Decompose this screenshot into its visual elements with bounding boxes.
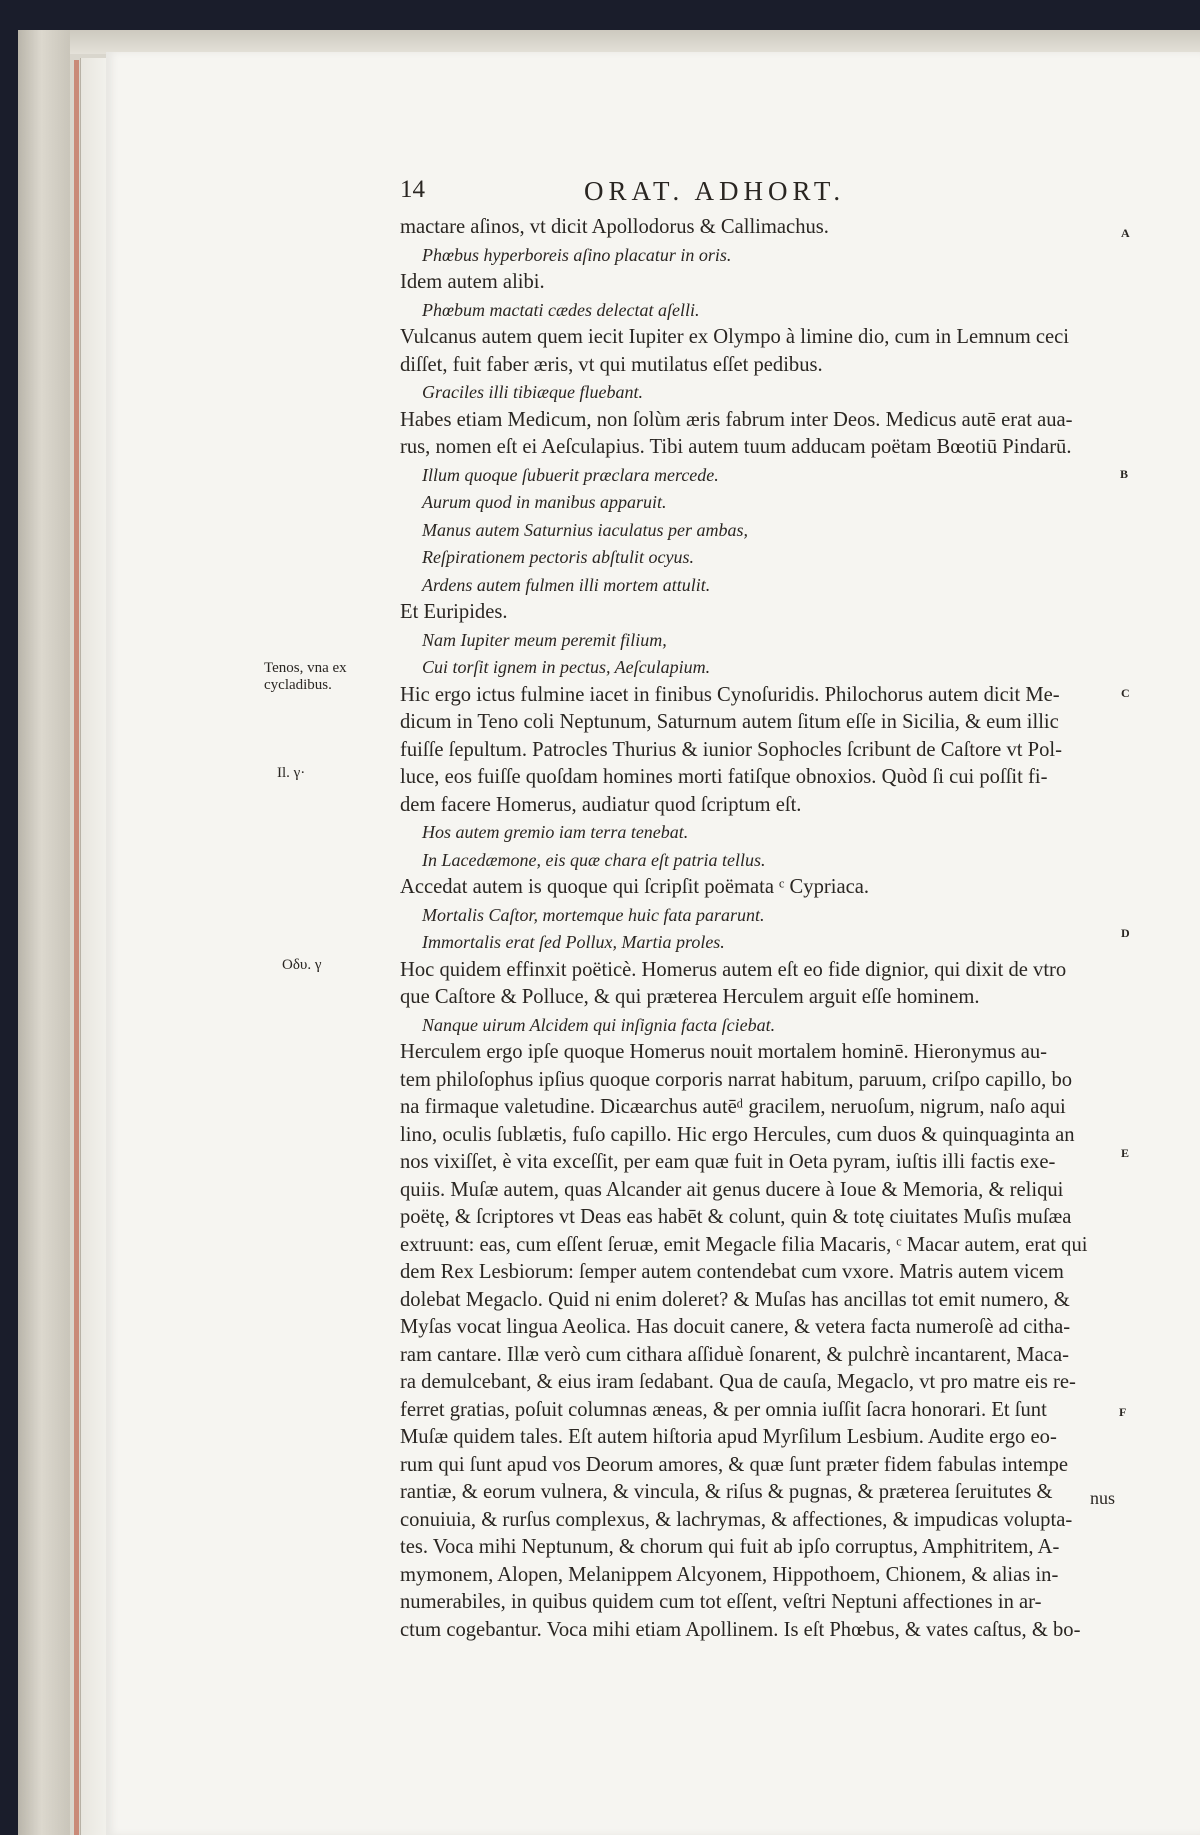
text-line: luce, eos fuiſſe quoſdam homines morti fatiſque obnoxios. Quòd ſi cui poſſit fi- xyxy=(400,766,1048,788)
text-line: Hic ergo ictus fulmine iacet in finibus Cynoſuridis. Philochorus autem dicit Me- xyxy=(400,683,1060,706)
text-line: ra demulcebant, & eius iram ſedabant. Qua de cauſa, Megaclo, vt pro matre eis re- xyxy=(400,1371,1076,1393)
text-line: ram cantare. Illæ verò cum cithara aſſiduè ſonarent, & pulchrè incantarent, Maca- xyxy=(400,1343,1069,1366)
text-line: dem Rex Lesbiorum: ſemper autem contendebat cum vxore. Matris autem vicem xyxy=(400,1261,1064,1283)
verse-line: Hos autem gremio iam terra tenebat. xyxy=(422,822,689,842)
page-header xyxy=(400,176,1100,210)
body-text xyxy=(400,214,1122,1644)
catchword: nus xyxy=(1090,1488,1116,1508)
page-gutter xyxy=(80,58,109,1835)
text-line: conuiuia, & rurſus complexus, & lachrymas, & affectiones, & impudicas volupta- xyxy=(400,1508,1073,1531)
side-letter-d: D xyxy=(1121,926,1130,940)
text-line: mactare aſinos, vt dicit Apollodorus & Callimachus. xyxy=(400,216,829,238)
text-line: que Caſtore & Polluce, & qui præterea Herculem arguit eſſe hominem. xyxy=(400,986,980,1008)
text-line: dicum in Teno coli Neptunum, Saturnum autem ſitum eſſe in Sicilia, & eum illic xyxy=(400,711,1059,733)
text-line: diſſet, fuit faber æris, vt qui mutilatus eſſet pedibus. xyxy=(400,353,823,376)
verse-line: Illum quoque ſubuerit præclara mercede. xyxy=(422,464,719,485)
verse-line: Reſpirationem pectoris abſtulit ocyus. xyxy=(422,547,694,567)
text-line: Hoc quidem effinxit poëticè. Homerus autem eſt eo fide dignior, qui dixit de vtro xyxy=(400,958,1067,981)
verse-line: Aurum quod in manibus apparuit. xyxy=(422,492,667,512)
text-line: rantiæ, & eorum vulnera, & vincula, & riſus & pugnas, & præterea ſeruitutes & xyxy=(400,1481,1053,1503)
text-line: dolebat Megaclo. Quid ni enim doleret? & Muſas has ancillas tot emit numero, & xyxy=(400,1288,1070,1311)
text-line: Et Euripides. xyxy=(400,601,508,623)
text-line: Idem autem alibi. xyxy=(400,271,545,293)
margin-note-tenos: Tenos, vna ex cycladibus. xyxy=(264,660,347,693)
verse-line: Graciles illi tibiæque fluebant. xyxy=(422,382,643,402)
cover-top-edge xyxy=(70,30,1200,54)
text-line: Herculem ergo ipſe quoque Homerus nouit mortalem hominē. Hieronymus au- xyxy=(400,1041,1048,1063)
verse-line: Ardens autem fulmen illi mortem attulit. xyxy=(422,574,711,595)
text-line: Muſæ quidem tales. Eſt autem hiſtoria apud Myrſilum Lesbium. Audite ergo eo- xyxy=(400,1426,1057,1448)
text-line: Accedat autem is quoque qui ſcripſit poëmata ᶜ Cypriaca. xyxy=(400,876,870,898)
text-line: numerabiles, in quibus quidem cum tot eſſent, veſtri Neptuni affectiones in ar- xyxy=(400,1591,1042,1613)
book-spine xyxy=(18,30,70,1835)
verse-line: Cui torſit ignem in pectus, Aeſculapium. xyxy=(422,657,711,677)
text-line: dem facere Homerus, audiatur quod ſcriptum eſt. xyxy=(400,793,802,816)
text-line: Myſas vocat lingua Aeolica. Has docuit canere, & vetera facta numeroſè ad citha- xyxy=(400,1316,1071,1338)
verse-line: Phœbum mactati cædes delectat aſelli. xyxy=(422,299,700,320)
page-number: 14 xyxy=(400,176,425,203)
text-line: ctum cogebantur. Voca mihi etiam Apollinem. Is eſt Phœbus, & vates caſtus, & bo- xyxy=(400,1618,1081,1641)
verse-line: In Lacedæmone, eis quæ chara eſt patria tellus. xyxy=(422,849,766,870)
text-line: mymonem, Alopen, Melanippem Alcyonem, Hippothoem, Chionem, & alias in- xyxy=(400,1563,1059,1586)
side-letter-a: A xyxy=(1121,226,1130,240)
verse-line: Nam Iupiter meum peremit filium, xyxy=(422,629,667,650)
verse-line: Manus autem Saturnius iaculatus per ambas, xyxy=(422,519,748,540)
verse-line: Mortalis Caſtor, mortemque huic fata pararunt. xyxy=(422,904,765,925)
text-line: poëtę, & ſcriptores vt Deas eas habēt & colunt, quin & totę ciuitates Muſis muſæa xyxy=(400,1206,1072,1228)
side-letter-e: E xyxy=(1121,1146,1130,1160)
text-line: rum qui ſunt apud vos Deorum amores, & quæ ſunt præter fidem fabulas intempe xyxy=(400,1453,1069,1476)
text-line: nos vixiſſet, è vita exceſſit, per eam quæ fuit in Oeta pyram, iuſtis illi factis exe- xyxy=(400,1151,1056,1173)
text-line: lino, oculis ſublætis, fuſo capillo. Hic ergo Hercules, cum duos & quinquaginta an xyxy=(400,1123,1075,1146)
verse-line: Phœbus hyperboreis aſino placatur in oris. xyxy=(422,244,732,265)
text-line: rus, nomen eſt ei Aeſculapius. Tibi autem tuum adducam poëtam Bœotiū Pindarū. xyxy=(400,436,1072,458)
verse-line: Immortalis erat ſed Pollux, Martia proles. xyxy=(422,932,725,952)
side-letter-f: F xyxy=(1119,1405,1127,1419)
margin-note-iliad: Il. γ· xyxy=(277,765,306,781)
text-line: tem philoſophus ipſius quoque corporis narrat habitum, paruum, criſpo capillo, bo xyxy=(400,1068,1073,1091)
text-line: Vulcanus autem quem iecit Iupiter ex Olympo à limine dio, cum in Lemnum ceci xyxy=(400,326,1070,348)
running-head: ORAT. ADHORT. xyxy=(584,176,846,206)
red-page-edge xyxy=(74,60,79,1835)
verse-line: Nanque uirum Alcidem qui inſignia facta ſciebat. xyxy=(422,1014,776,1035)
text-line: Habes etiam Medicum, non ſolùm æris fabrum inter Deos. Medicus autē erat aua- xyxy=(400,408,1073,431)
text-line: fuiſſe ſepultum. Patrocles Thurius & iunior Sophocles ſcribunt de Caſtore vt Pol- xyxy=(400,738,1062,761)
text-line: extruunt: eas, cum eſſent ſeruæ, emit Megacle filia Macaris, ᶜ Macar autem, erat qui xyxy=(400,1233,1088,1256)
side-letter-c: C xyxy=(1121,686,1130,700)
side-letter-b: B xyxy=(1120,467,1129,481)
text-line: quiis. Muſæ autem, quas Alcander ait genus ducere à Ioue & Memoria, & reliqui xyxy=(400,1178,1064,1201)
text-line: na firmaque valetudine. Dicæarchus autēᵈ gracilem, neruoſum, nigrum, naſo aqui xyxy=(400,1096,1066,1118)
text-line: ferret gratias, poſuit columnas æneas, & per omnia iuſſit ſacra honorari. Et ſunt xyxy=(400,1398,1047,1421)
text-line: tes. Voca mihi Neptunum, & chorum qui fuit ab ipſo corruptus, Amphitritem, A- xyxy=(400,1536,1060,1558)
margin-note-odyssey: Oδυ. γ xyxy=(282,957,322,973)
